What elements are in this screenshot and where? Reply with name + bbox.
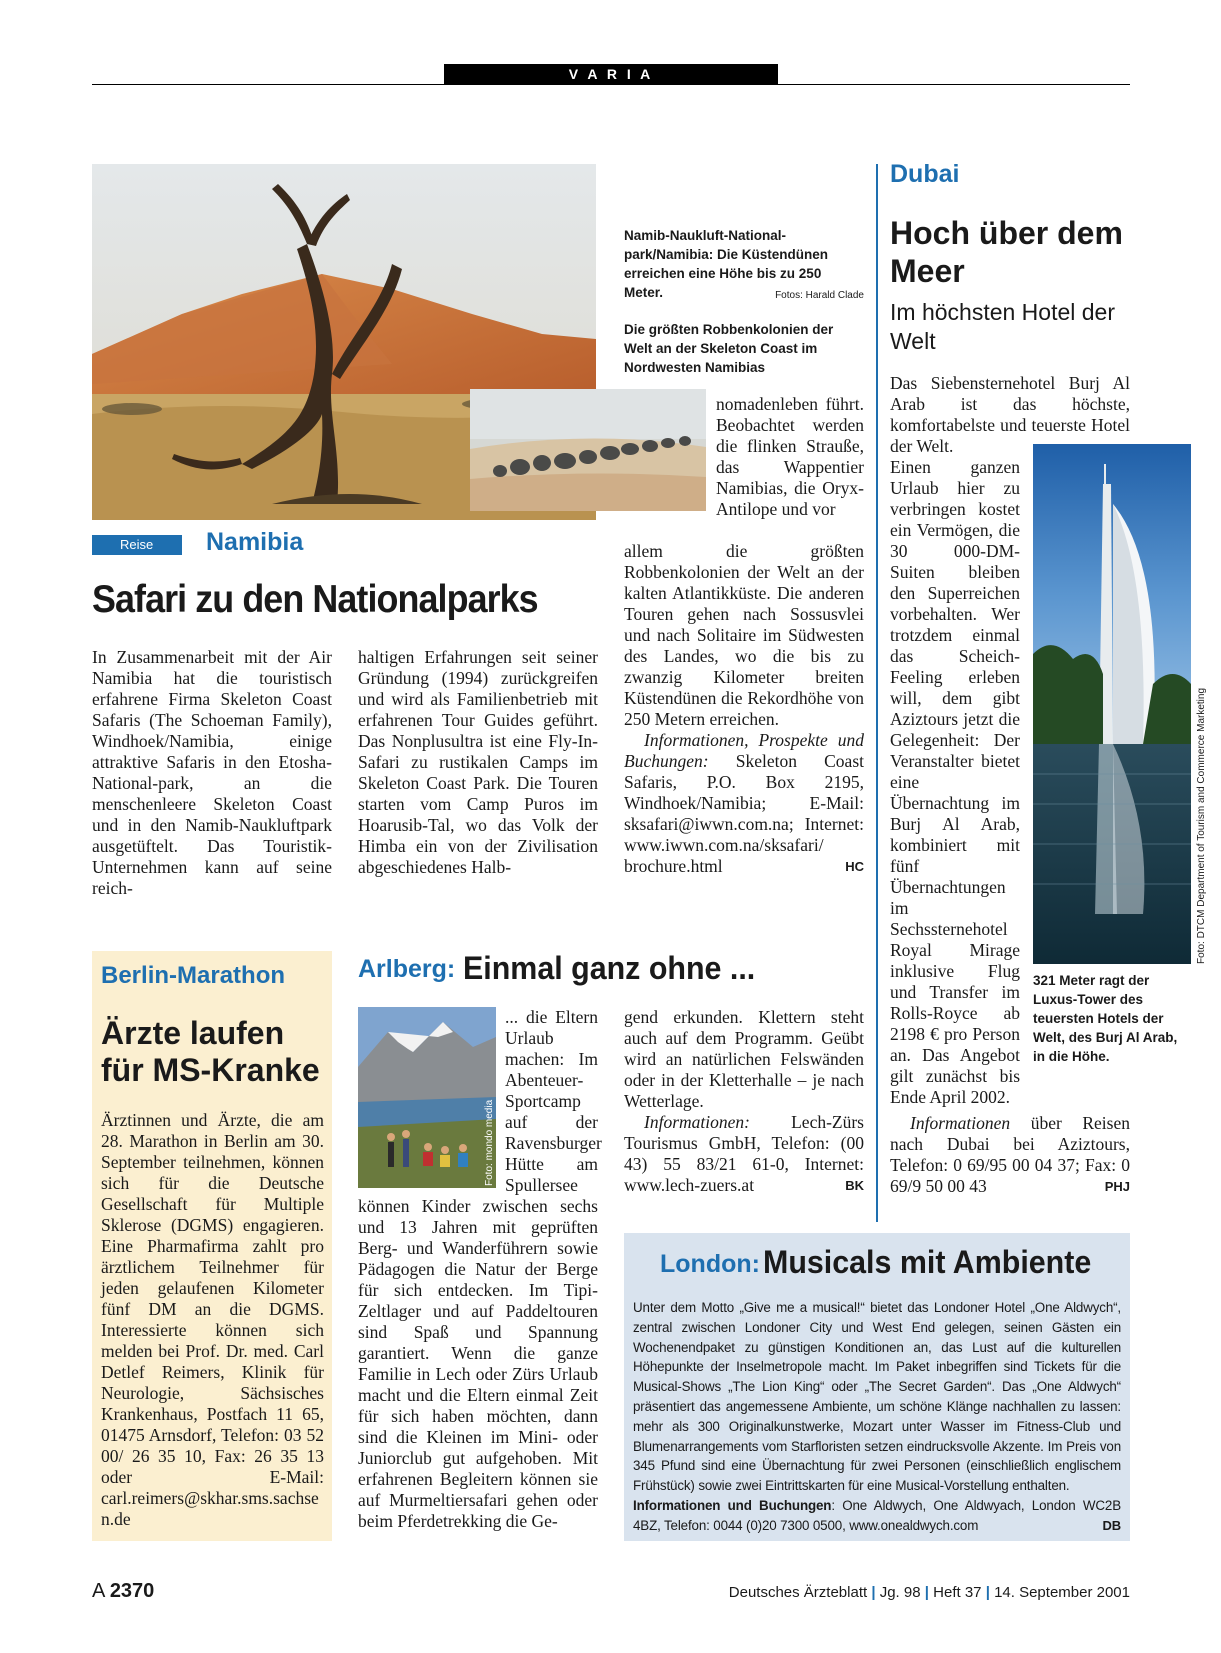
journal-date: 14. September 2001: [994, 1584, 1130, 1601]
dune-caption-credit: Fotos: Harald Clade: [775, 290, 864, 301]
arlberg-wrap-text: ... die Eltern Urlaub machen: Im Abenteuer-Sportcamp auf der Ravensburger Hütte am Spullersee: [505, 1007, 602, 1195]
berlin-body: [101, 1110, 324, 1530]
namibia-column-1: [92, 647, 332, 899]
arlberg-kicker: Arlberg:: [358, 955, 456, 983]
dubai-info: [890, 1113, 1130, 1197]
namibia-info-label: Informationen, Prospekte und Buchungen:: [624, 730, 864, 771]
namibia-col3-wrap-text: nomadenleben führt. Beobachtet werden die flinken Strauße, das Wappentier Namibias, die Oryx-Antilope und vor: [716, 394, 864, 519]
berlin-body-text: Ärztinnen und Ärzte, die am 28. Marathon in Berlin am 30. September teilnehmen, können sich für die Deutsche Gesellschaft für Multiple Sklerose (DGMS) engagieren. Eine Pharmafirma zahlt pro ärztlichem Teilnehmer für jeden gelaufenen Kilometer fünf DM an die DGMS. Interessierte können sich melden bei Prof. Dr. med. Carl Detlef Reimers, Klinik für Neurologie, Sächsisches Krankenhaus, Postfach 11 65, 01475 Arnsdorf, Telefon: 03 52 00/ 26 35 10, Fax: 26 35 13 oder E-Mail: carl.reimers@skhar.sms.sachsen.de: [101, 1110, 324, 1529]
page-number-value: 2370: [109, 1580, 155, 1602]
dubai-intro-text: Das Siebensternehotel Burj Al Arab ist das höchste, komfortabelste und teuerste Hotel der Welt.: [890, 373, 1130, 456]
berlin-title: Ärzte laufen für MS-Kranke: [101, 1015, 320, 1088]
dubai-photo-caption: 321 Meter ragt der Luxus-Tower des teuersten Hotels der Welt, des Burj Al Arab, in die Höhe.: [1033, 973, 1178, 1064]
arlberg-signature: BK: [845, 1178, 864, 1193]
london-info-label: Informationen und Buchungen: [633, 1497, 832, 1513]
dubai-info-label: Informationen: [910, 1113, 1011, 1133]
page-prefix: A: [92, 1580, 105, 1602]
dune-photo-caption: [624, 226, 864, 305]
dune-caption-text: Namib-Naukluft-National-park/Namibia: Die Küstendünen erreichen eine Höhe bis zu 250 Meter.: [624, 228, 829, 300]
seal-colony-photo: [470, 389, 706, 511]
seal-photo-caption: Die größten Robbenkolonien der Welt an der Skeleton Coast im Nordwesten Namibias: [624, 322, 834, 375]
dubai-narrow-text: Einen ganzen Urlaub hier zu verbringen kostet ein Vermögen, die 30 000-DM-Suiten bleiben den Superreichen vorbehalten. Wer trotzdem einmal das Scheich-Feeling erleben will, dem gibt Aziztours jetzt die Gelegenheit: Der Veranstalter bietet eine Übernachtung im Burj Al Arab, kombiniert mit fünf Übernachtungen im Sechssternehotel Royal Mirage inklusive Flug und Transfer im Rolls-Royce ab 2198 € pro Person an. Das Angebot gilt zunächst bis Ende April 2002.: [890, 457, 1020, 1107]
london-body-text: Unter dem Motto „Give me a musical!“ bietet das Londoner Hotel „One Aldwych“, zentral zwischen Londoner City und West End gelegen, seinen Gästen ein Wochenendpaket zu günstigen Konditionen an, das Lust auf die kulturellen Höhepunkte der Inselmetropole macht. Im Paket inbegriffen sind Tickets für die Musical-Shows „The Lion King“ oder „The Secret Garden“. Das „One Aldwych“ präsentiert das angemessene Ambiente, um schöne Klänge nachhallen zu lassen: mehr als 300 Originalkunstwerke, Mozart unter Wasser im Fitness-Club und Blumenarrangements vom Starfloristen setzen eindrucksvolle Akzente. Im Preis von 345 Pfund sind eine Übernachtung für zwei Personen (einschließlich englischem Frühstück) sowie zwei Eintrittskarten für eine Musical-Vorstellung enthalten.: [633, 1300, 1121, 1494]
dubai-narrow-column: [890, 457, 1020, 1108]
london-title: Musicals mit Ambiente: [763, 1244, 1092, 1280]
namibia-col1-text: In Zusammenarbeit mit der Air Namibia hat die touristisch erfahrene Firma Skeleton Coast Safaris (The Schoeman Family), Windhoek/Namibia, einige attraktive Safaris in den Etosha-National-park, an die menschenleere Skeleton Coast und in den Namib-Naukluftpark ausgetüftelt. Das Touristik-Unternehmen kann auf seine reich-: [92, 647, 332, 898]
london-info-text: : One Aldwych, One Aldwyach, London WC2B 4BZ, Telefon: 0044 (0)20 7300 0500, www.onealdwych.com: [633, 1497, 1121, 1533]
namibia-title: Safari zu den Nationalparks: [92, 578, 538, 621]
dubai-divider: [876, 164, 878, 1222]
section-tag-reise: Reise: [92, 535, 182, 555]
arlberg-wrap-column: [505, 1007, 602, 1196]
london-kicker: London:: [660, 1250, 760, 1278]
namibia-column-3-wrap: [716, 394, 864, 520]
journal-volume: Jg. 98: [879, 1584, 921, 1601]
london-signature: DB: [1102, 1517, 1121, 1533]
namibia-col2-text: haltigen Erfahrungen seit seiner Gründung (1994) zurückgreifen und wird als Familienbetrieb mit erfahrenen Tour Guides geführt. Das Nonplusultra ist eine Fly-In-Safari zu rustikalen Camps im Skeleton Coast Park. Die Touren starten vom Camp Puros im Hoarusib-Tal, wo das Volk der Himba ein von der Zivilisation abgeschiedenes Halb-: [358, 647, 598, 877]
journal-name: Deutsches Ärzteblatt: [728, 1584, 868, 1601]
dubai-title: Hoch über dem Meer: [890, 215, 1123, 289]
london-body: [633, 1298, 1121, 1536]
namibia-column-2: [358, 647, 598, 878]
namibia-kicker: Namibia: [206, 528, 304, 556]
dubai-kicker: Dubai: [890, 160, 960, 188]
arlberg-title: Einmal ganz ohne ...: [463, 950, 756, 986]
arlberg-body-text: können Kinder zwischen sechs und 13 Jahren mit geprüften Berg- und Wanderführern sowie Pädagogen die Natur der Berge für sich entdecken. Im Tipi-Zeltlager und auf Paddeltouren sind Spaß und Spannung garantiert. Wenn die ganze Familie in Lech oder Zürs Urlaub macht und die Eltern einmal Zeit für sich haben möchten, dann sind die Kleinen im Mini- oder Juniorclub gut aufgehoben. Mit erfahrenen Begleitern können sie auf Murmeltiersafari gehen oder beim Pferdetrekking die Ge-: [358, 1196, 598, 1531]
arlberg-column-2: [624, 1007, 864, 1196]
berlin-kicker: Berlin-Marathon: [101, 962, 286, 989]
journal-line: Deutsches Ärzteblatt | Jg. 98 | Heft 37 | 14. September 2001: [728, 1584, 1130, 1601]
mountain-hikers-photo: [358, 1007, 496, 1188]
arlberg-col2-text: gend erkunden. Klettern steht auch auf dem Programm. Geübt wird an natürlichen Felswänden oder in der Kletterhalle – je nach Wetterlage.: [624, 1007, 864, 1111]
arlberg-column-1: [358, 1196, 598, 1532]
journal-issue: Heft 37: [933, 1584, 982, 1601]
section-bar: V A R I A: [444, 64, 778, 85]
namibia-column-3: [624, 541, 864, 877]
page-number: [92, 1580, 154, 1603]
burj-al-arab-photo: [1033, 444, 1191, 964]
namibia-col3-text: allem die größten Robbenkolonien der Welt an der kalten Atlantikküste. Die anderen Touren gehen nach Sossusvlei und nach Solitaire im Südwesten des Landes, wo die bis zu zwanzig Kilometer breiten Küstendünen die Rekordhöhe von 250 Metern erreichen.: [624, 541, 864, 729]
dubai-subtitle: Im höchsten Hotel der Welt: [890, 299, 1116, 354]
arlberg-info-label: Informationen:: [644, 1112, 750, 1132]
dubai-signature: PHJ: [1104, 1179, 1130, 1194]
arlberg-info-text: Lech-Zürs Tourismus GmbH, Telefon: (00 43) 55 83/21 61-0, Internet: www.lech-zuers.at: [624, 1112, 864, 1195]
dubai-photo-credit: Foto: DTCM Department of Tourism and Commerce Marketing: [1196, 687, 1207, 964]
dubai-info-text: über Reisen nach Dubai bei Aziztours, Telefon: 0 69/95 00 04 37; Fax: 0 69/9 50 00 43: [890, 1113, 1130, 1196]
namibia-signature: HC: [845, 859, 864, 874]
namibia-info-text: Skeleton Coast Safaris, P.O. Box 2195, Windhoek/Namibia; E-Mail: sksafari@iwwn.com.na; Internet: www.iwwn.com.na/sksafari/ brochure.html: [624, 751, 864, 876]
arlberg-photo-credit: Foto: mondo media: [484, 1099, 495, 1186]
